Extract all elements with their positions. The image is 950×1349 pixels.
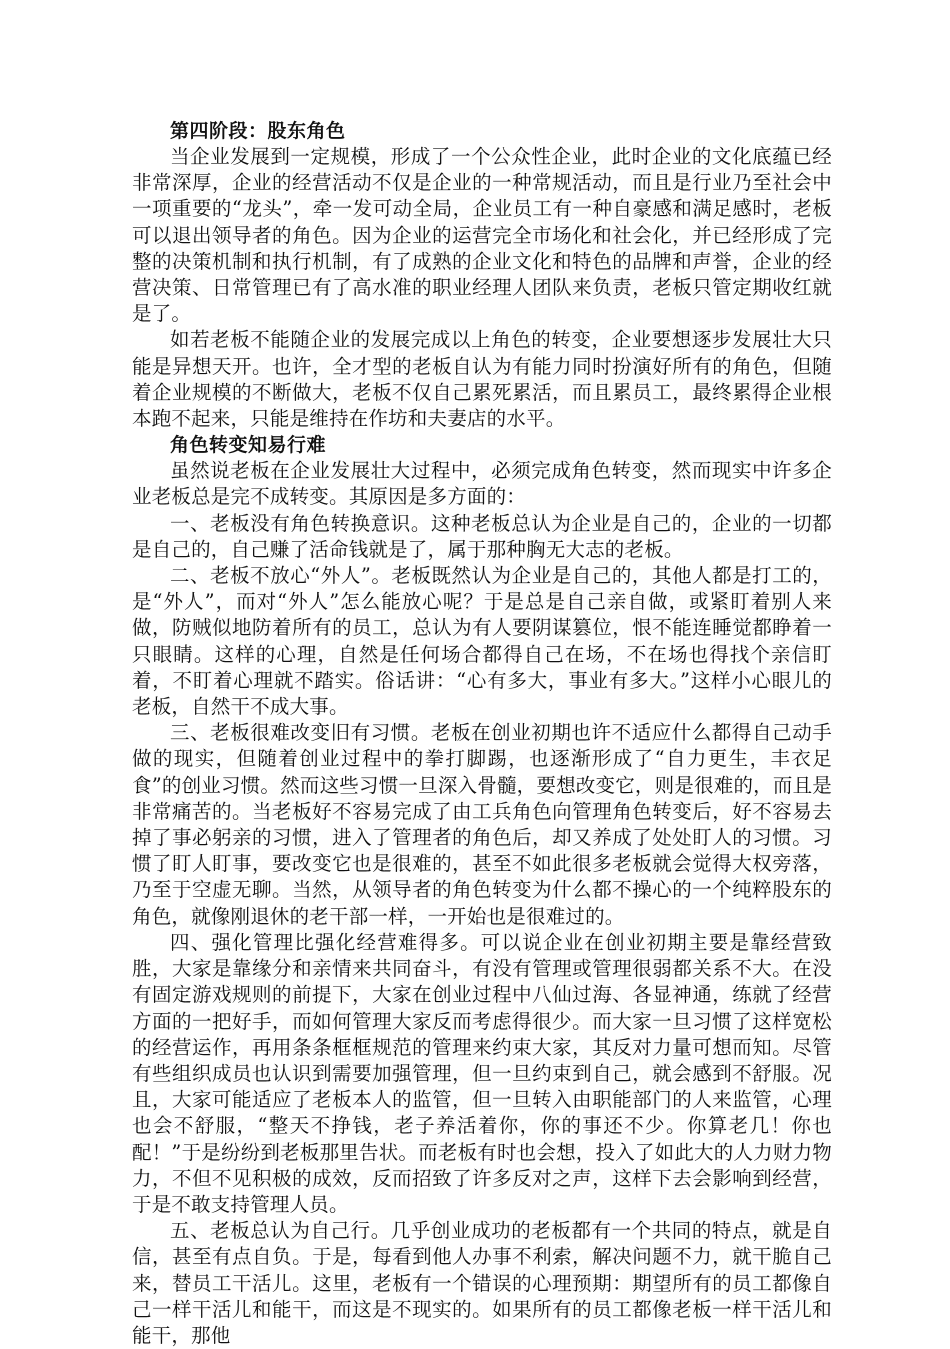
paragraph-reason-one: 一、老板没有角色转换意识。这种老板总认为企业是自己的，企业的一切都是自己的，自己赚了活命钱就是了，属于那种胸无大志的老板。: [132, 511, 832, 561]
paragraph-reason-four: 四、强化管理比强化经营难得多。可以说企业在创业初期主要是靠经营致胜，大家是靠缘分和亲情来共同奋斗，有没有管理或管理很弱都关系不大。在没有固定游戏规则的前提下，大家在创业过程中八仙过海、各显神通，练就了经营方面的一把好手，而如何管理大家反而考虑得很少。而大家一旦习惯了这样宽松的经营运作，再用条条框框规范的管理来约束大家，其反对力量可想而知。尽管有些组织成员也认识到需要加强管理，但一旦约束到自己，就会感到不舒服。况且，大家可能适应了老板本人的监管，但一旦转入由职能部门的人来监管，心理也会不舒服，“整天不挣钱，老子养活着你，你的事还不少。你算老几！你也配！”于是纷纷到老板那里告状。而老板有时也会想，投入了如此大的人力财力物力，不但不见积极的成效，反而招致了许多反对之声，这样下去会影响到经营，于是不敢支持管理人员。: [132, 930, 832, 1216]
document-page: [132, 118, 832, 1349]
section-heading-stage-four: 第四阶段：股东角色: [170, 120, 346, 142]
paragraph-reason-five: 五、老板总认为自己行。几乎创业成功的老板都有一个共同的特点，就是自信，甚至有点自负。于是，每看到他人办事不利索，解决问题不力，就干脆自己来，替员工干活儿。这里，老板有一个错误的心理预期：期望所有的员工都像自己一样干活儿和能干，而这是不现实的。如果所有的员工都像老板一样干活儿和能干，那他: [132, 1219, 832, 1347]
paragraph-reason-three: 三、老板很难改变旧有习惯。老板在创业初期也许不适应什么都得自己动手做的现实，但随着创业过程中的拳打脚踢，也逐渐形成了“自力更生，丰衣足食”的创业习惯。然而这些习惯一旦深入骨髓，要想改变它，则是很难的，而且是非常痛苦的。当老板好不容易完成了由工兵角色向管理角色转变后，好不容易去掉了事必躬亲的习惯，进入了管理者的角色后，却又养成了处处盯人的习惯。习惯了盯人盯事，要改变它也是很难的，甚至不如此很多老板就会觉得大权旁落，乃至于空虚无聊。当然，从领导者的角色转变为什么都不操心的一个纯粹股东的角色，就像刚退休的老干部一样，一开始也是很难过的。: [132, 721, 832, 928]
paragraph-reason-two: 二、老板不放心“外人”。老板既然认为企业是自己的，其他人都是打工的，是“外人”，而对“外人”怎么能放心呢？于是总是自己亲自做，或紧盯着别人来做，防贼似地防着所有的员工，总认为有人要阴谋篡位，恨不能连睡觉都睁着一只眼睛。这样的心理，自然是任何场合都得自己在场，不在场也得找个亲信盯着，不盯着心理就不踏实。俗话讲：“心有多大，事业有多大。”这样小心眼儿的老板，自然干不成大事。: [132, 564, 832, 719]
paragraph-shareholder-role: 当企业发展到一定规模，形成了一个公众性企业，此时企业的文化底蕴已经非常深厚，企业的经营活动不仅是企业的一种常规活动，而且是行业乃至社会中一项重要的“龙头”，牵一发可动全局，企业员工有一种自豪感和满足感时，老板可以退出领导者的角色。因为企业的运营完全市场化和社会化，并已经形成了完整的决策机制和执行机制，有了成熟的企业文化和特色的品牌和声誉，企业的经营决策、日常管理已有了高水准的职业经理人团队来负责，老板只管定期收红就是了。: [132, 145, 832, 326]
paragraph-role-failure: 如若老板不能随企业的发展完成以上角色的转变，企业要想逐步发展壮大只能是异想天开。也许，全才型的老板自认为有能力同时扮演好所有的角色，但随着企业规模的不断做大，老板不仅自己累死累活，而且累员工，最终累得企业根本跑不起来，只能是维持在作坊和夫妻店的水平。: [132, 328, 832, 431]
paragraph-intro-reasons: 虽然说老板在企业发展壮大过程中，必须完成角色转变，然而现实中许多企业老板总是完不成转变。其原因是多方面的：: [132, 459, 832, 509]
section-heading-role-change: 角色转变知易行难: [170, 434, 327, 457]
